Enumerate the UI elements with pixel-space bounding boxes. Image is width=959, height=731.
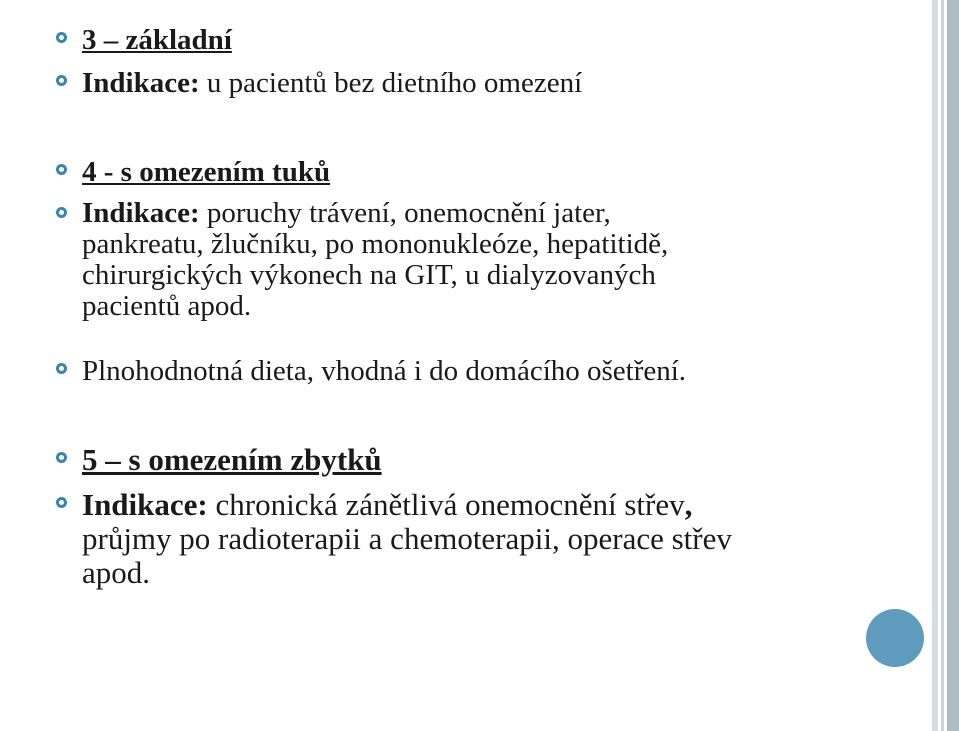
section-4-heading: 4 - s omezením tuků: [82, 156, 331, 188]
indication-text: u pacientů bez dietního omezení: [199, 67, 583, 99]
decorative-circle: [866, 609, 924, 667]
bullet-circle-icon: [56, 75, 67, 86]
section-4-note: Plnohodnotná dieta, vhodná i do domácího ošetření.: [82, 355, 687, 387]
indication-line-2: průjmy po radioterapii a chemoterapii, operace střev: [82, 521, 732, 556]
indication-line-3: chirurgických výkonech na GIT, u dialyzovaných: [82, 259, 656, 291]
indication-line-1-comma: ,: [684, 487, 693, 522]
bullet-circle-icon: [56, 363, 67, 374]
right-decorative-border: [932, 0, 959, 731]
indication-line-4: pacientů apod.: [82, 290, 252, 322]
indication-label: Indikace:: [82, 487, 208, 522]
indication-line-1: poruchy trávení, onemocnění jater,: [199, 197, 611, 229]
indication-line-2: pankreatu, žlučníku, po mononukleóze, hepatitidě,: [82, 228, 669, 260]
section-3-indication: [82, 66, 582, 100]
indication-line-1: chronická zánětlivá onemocnění střev: [207, 487, 685, 522]
bullet-circle-icon: [56, 452, 67, 463]
bullet-section-3-heading: [56, 23, 232, 57]
section-3-heading: 3 – základní: [82, 24, 232, 56]
section-4-indication: [82, 198, 668, 322]
bullet-section-4-indication: [56, 198, 668, 322]
bullet-section-3-indication: [56, 66, 582, 100]
indication-label: Indikace:: [82, 67, 200, 99]
bullet-circle-icon: [56, 207, 67, 218]
bullet-section-4-note: [56, 354, 686, 388]
bullet-circle-icon: [56, 497, 67, 508]
section-5-heading: 5 – s omezením zbytků: [82, 442, 382, 477]
bullet-section-4-heading: [56, 155, 330, 189]
bullet-circle-icon: [56, 164, 67, 175]
bullet-section-5-indication: [56, 488, 732, 590]
bullet-circle-icon: [56, 32, 67, 43]
indication-line-3: apod.: [82, 555, 151, 590]
section-5-indication: [82, 488, 732, 590]
bullet-section-5-heading: [56, 443, 382, 477]
indication-label: Indikace:: [82, 197, 200, 229]
